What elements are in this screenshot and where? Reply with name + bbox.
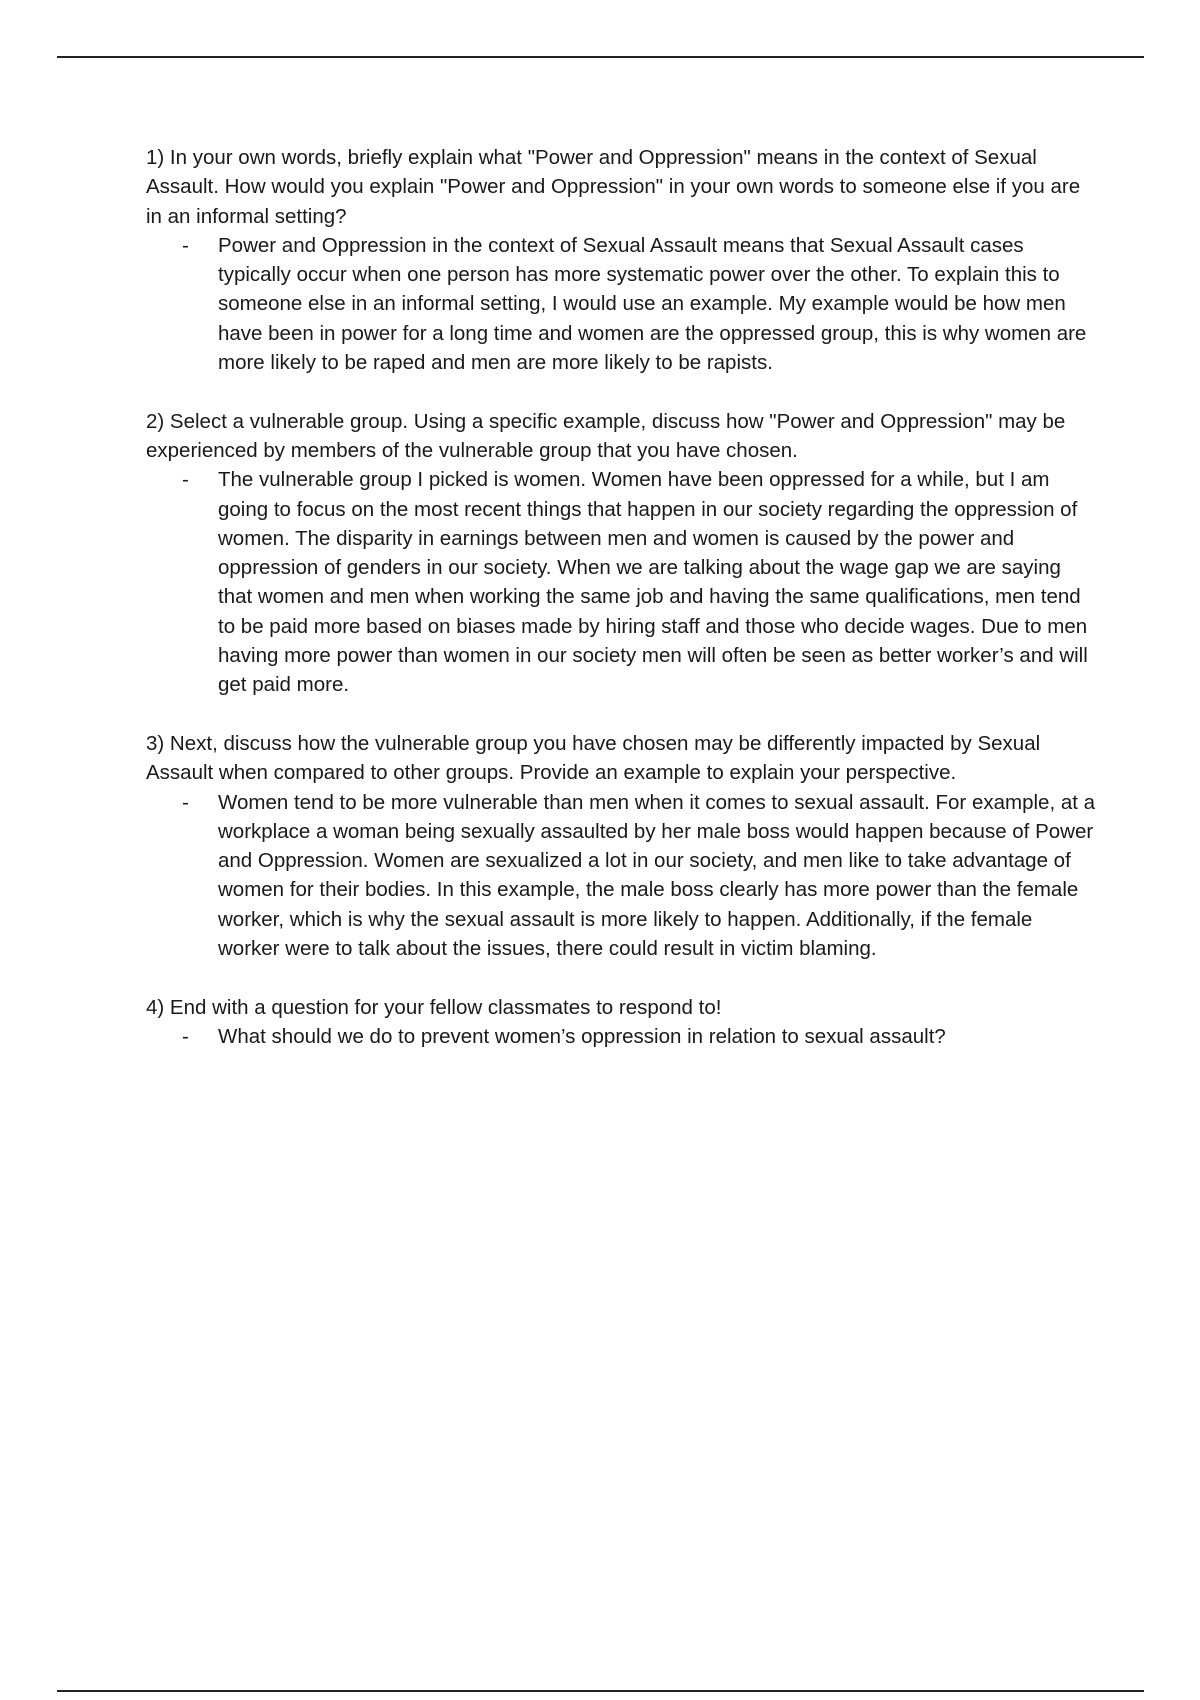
bullet-dash: - [182,1024,189,1048]
paragraph-spacer [146,963,1096,992]
answer-text: Women tend to be more vulnerable than men when it comes to sexual assault. For example, at a workplace a woman being sexually assaulted by her male boss would happen because of Power and Oppression. Women are sexualized a lot in our society, and men like to take advantage of women for their bodies. In this example, the male boss clearly has more power than the female worker, which is why the sexual assault is more likely to happen. Additionally, if the female worker were to talk about the issues, there could result in victim blaming. [218,790,1096,961]
question-block-1 [146,143,1096,377]
answer-text: The vulnerable group I picked is women. Women have been oppressed for a while, but I am going to focus on the most recent things that happen in our society regarding the oppression of women. The disparity in earnings between men and women is caused by the power and oppression of genders in our society. When we are talking about the wage gap we are saying that women and men when working the same job and having the same qualifications, men tend to be paid more based on biases made by hiring staff and those who decide wages. Due to men having more power than women in our society men will often be seen as better worker’s and will get paid more. [218,468,1088,697]
question-text: 2) Select a vulnerable group. Using a specific example, discuss how "Power and Oppression" may be experienced by members of the vulnerable group that you have chosen. [146,409,1066,462]
question-block-3 [146,729,1096,963]
answer-bullet-item [146,465,1096,699]
document-body [146,143,1096,1051]
answer-bullet-item [146,788,1096,964]
question-block-2 [146,407,1096,700]
question-text: 1) In your own words, briefly explain what "Power and Oppression" means in the context of Sexual Assault. How would you explain "Power and Oppression" in your own words to someone else if you are in an informal setting? [146,146,1081,228]
footer-rule [57,1690,1144,1692]
answer-text: Power and Oppression in the context of Sexual Assault means that Sexual Assault cases typically occur when one person has more systematic power over the other. To explain this to someone else in an informal setting, I would use an example. My example would be how men have been in power for a long time and women are the oppressed group, this is why women are more likely to be raped and men are more likely to be rapists. [218,233,1087,375]
paragraph-spacer [146,377,1096,406]
header-rule [57,56,1144,58]
question-block-4 [146,993,1096,1052]
bullet-dash: - [182,790,189,814]
answer-bullet-item [146,1022,1096,1051]
bullet-dash: - [182,233,189,257]
question-text: 3) Next, discuss how the vulnerable group you have chosen may be differently impacted by Sexual Assault when compared to other groups. Provide an example to explain your perspective. [146,731,1041,785]
paragraph-spacer [146,700,1096,729]
answer-text: What should we do to prevent women’s oppression in relation to sexual assault? [218,1024,946,1048]
bullet-dash: - [182,468,189,492]
question-text: 4) End with a question for your fellow classmates to respond to! [146,995,722,1019]
answer-bullet-item [146,231,1096,377]
